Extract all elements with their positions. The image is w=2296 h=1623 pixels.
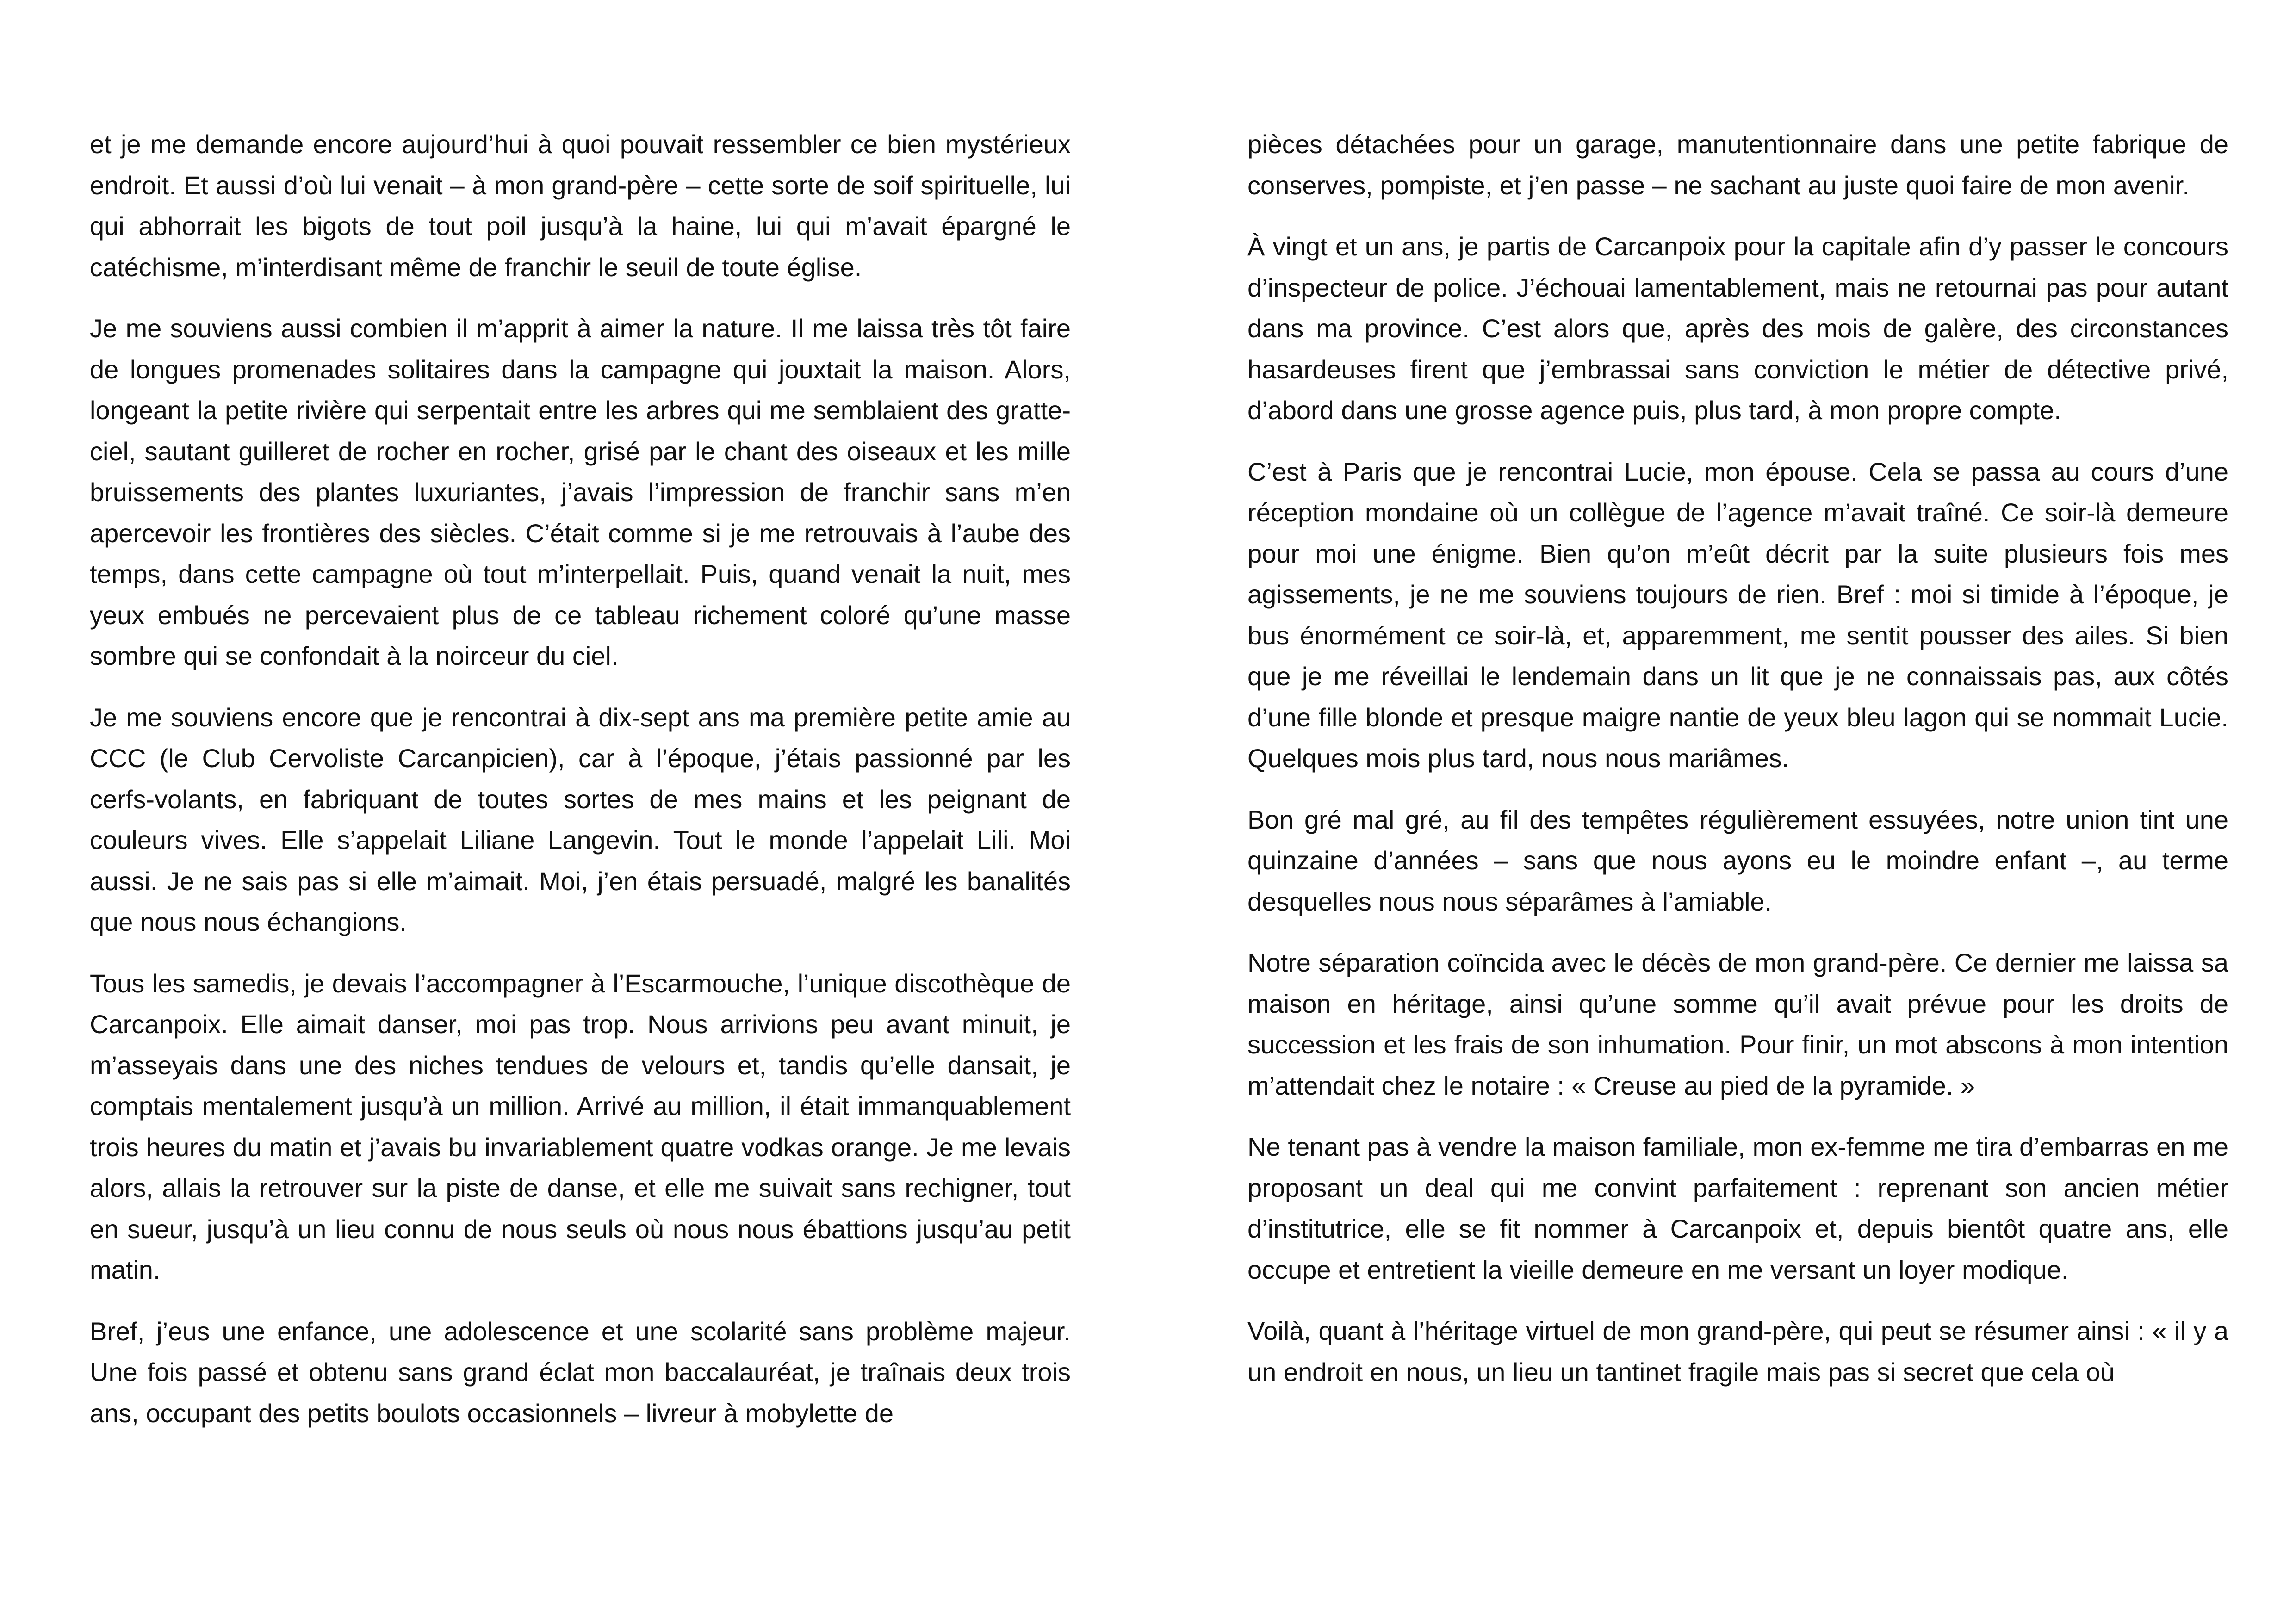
paragraph: Tous les samedis, je devais l’accompagner à l’Escarmouche, l’unique discothèque de Carcanpoix. Elle aimait danser, moi pas trop. Nous arrivions peu avant minuit, je m’asseyais dans une des niches tendues de velours et, tandis qu’elle dansait, je comptais mentalement jusqu’à un million. Arrivé au million, il était immanquablement trois heures du matin et j’avais bu invariablement quatre vodkas orange. Je me levais alors, allais la retrouver sur la piste de danse, et elle me suivait sans rechigner, tout en sueur, jusqu’à un lieu connu de nous seuls où nous nous ébattions jusqu’au petit matin.	[90, 968, 1071, 1284]
right-page	[1247, 124, 2228, 1413]
paragraph: Voilà, quant à l’héritage virtuel de mon grand-père, qui peut se résumer ainsi : « il y a un endroit en nous, un lieu un tantinet fragile mais pas si secret que cela où	[1247, 1316, 2228, 1387]
paragraph: Ne tenant pas à vendre la maison familiale, mon ex-femme me tira d’embarras en me proposant un deal qui me convint parfaitement : reprenant son ancien métier d’institutrice, elle se fit nommer à Carcanpoix et, depuis bientôt quatre ans, elle occupe et entretient la vieille demeure en me versant un loyer modique.	[1247, 1132, 2228, 1284]
paragraph: Je me souviens encore que je rencontrai à dix-sept ans ma première petite amie au CCC (le Club Cervoliste Carcanpicien), car à l’époque, j’étais passionné par les cerfs-volants, en fabriquant de toutes sortes de mes mains et les peignant de couleurs vives. Elle s’appelait Liliane Langevin. Tout le monde l’appelait Lili. Moi aussi. Je ne sais pas si elle m’aimait. Moi, j’en étais persuadé, malgré les banalités que nous nous échangions.	[90, 702, 1071, 936]
paragraph: Notre séparation coïncida avec le décès de mon grand-père. Ce dernier me laissa sa maison en héritage, ainsi qu’une somme qu’il avait prévue pour les droits de succession et les frais de son inhumation. Pour finir, un mot abscons à mon intention m’attendait chez le notaire : « Creuse au pied de la pyramide. »	[1247, 948, 2228, 1100]
paragraph: C’est à Paris que je rencontrai Lucie, mon épouse. Cela se passa au cours d’une réception mondaine où un collègue de l’agence m’avait traîné. Ce soir-là demeure pour moi une énigme. Bien qu’on m’eût décrit par la suite plusieurs fois mes agissements, je ne me souviens toujours de rien. Bref : moi si timide à l’époque, je bus énormément ce soir-là, et, apparemment, me sentit pousser des ailes. Si bien que je me réveillai le lendemain dans un lit que je ne connaissais pas, aux côtés d’une fille blonde et presque maigre nantie de yeux bleu lagon qui se nommait Lucie. Quelques mois plus tard, nous nous mariâmes.	[1247, 457, 2228, 773]
paragraph: Je me souviens aussi combien il m’apprit à aimer la nature. Il me laissa très tôt faire de longues promenades solitaires dans la campagne qui jouxtait la maison. Alors, longeant la petite rivière qui serpentait entre les arbres qui me semblaient des gratte-ciel, sautant guilleret de rocher en rocher, grisé par le chant des oiseaux et les mille bruissements des plantes luxuriantes, j’avais l’impression de franchir sans m’en apercevoir les frontières des siècles. C’était comme si je me retrouvais à l’aube des temps, dans cette campagne où tout m’interpellait. Puis, quand venait la nuit, mes yeux embués ne percevaient plus de ce tableau richement coloré qu’une masse sombre qui se confondait à la noirceur du ciel.	[90, 314, 1071, 670]
paragraph: Bon gré mal gré, au fil des tempêtes régulièrement essuyées, notre union tint une quinzaine d’années – sans que nous ayons eu le moindre enfant –, au terme desquelles nous nous séparâmes à l’amiable.	[1247, 805, 2228, 916]
paragraph: pièces détachées pour un garage, manutentionnaire dans une petite fabrique de conserves, pompiste, et j’en passe – ne sachant au juste quoi faire de mon avenir.	[1247, 130, 2228, 200]
paragraph: Bref, j’eus une enfance, une adolescence et une scolarité sans problème majeur. Une fois passé et obtenu sans grand éclat mon baccalauréat, je traînais deux trois ans, occupant des petits boulots occasionnels – livreur à mobylette de	[90, 1316, 1071, 1428]
paragraph: À vingt et un ans, je partis de Carcanpoix pour la capitale afin d’y passer le concours d’inspecteur de police. J’échouai lamentablement, mais ne retournai pas pour autant dans ma province. C’est alors que, après des mois de galère, des circonstances hasardeuses firent que j’embrassai sans conviction le métier de détective privé, d’abord dans une grosse agence puis, plus tard, à mon propre compte.	[1247, 232, 2228, 425]
paragraph: et je me demande encore aujourd’hui à quoi pouvait ressembler ce bien mystérieux endroit. Et aussi d’où lui venait – à mon grand-père – cette sorte de soif spirituelle, lui qui abhorrait les bigots de tout poil jusqu’à la haine, lui qui m’avait épargné le catéchisme, m’interdisant même de franchir le seuil de toute église.	[90, 130, 1071, 282]
left-page	[90, 124, 1071, 1454]
